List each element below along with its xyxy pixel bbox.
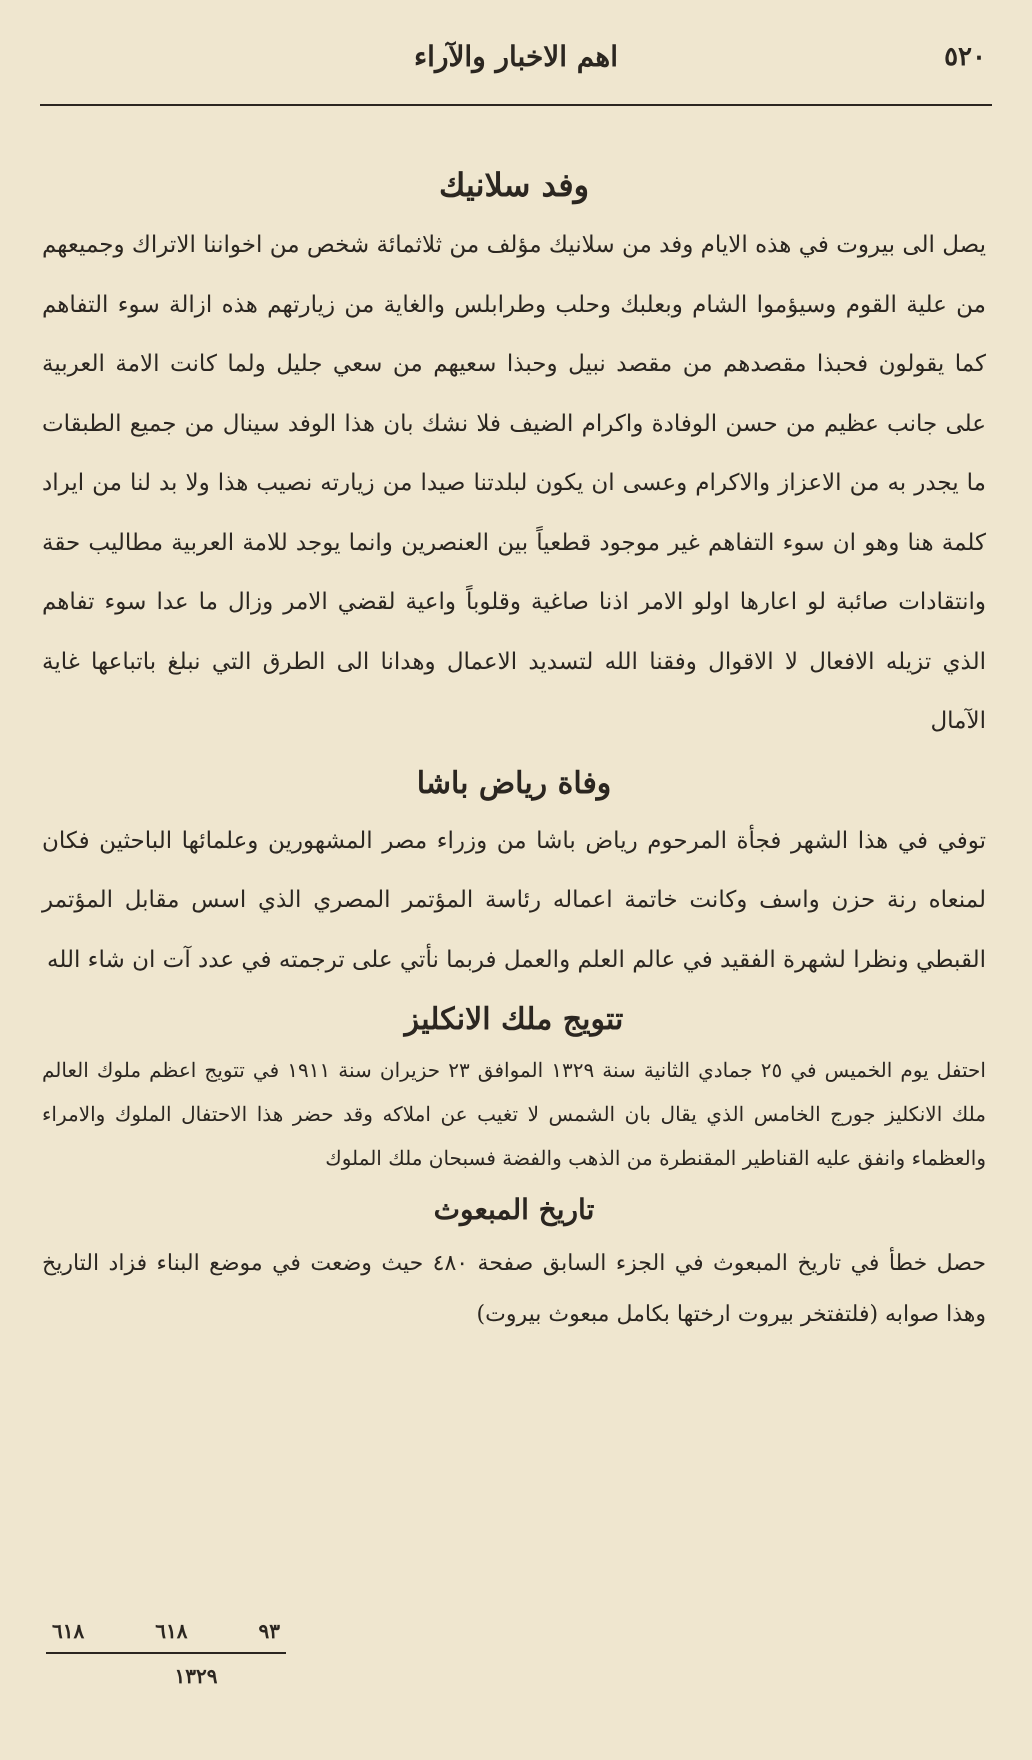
chronogram-value: ٩٣ bbox=[258, 1619, 280, 1643]
chronogram-values bbox=[46, 1618, 286, 1644]
section-title-coronation: تتويج ملك الانكليز bbox=[404, 1002, 624, 1037]
page-header bbox=[46, 36, 986, 76]
running-title: اهم الاخبار والآراء bbox=[414, 40, 618, 73]
section-title-mabouth-date: تاريخ المبعوث bbox=[433, 1193, 595, 1226]
chronogram-value: ٦١٨ bbox=[155, 1619, 188, 1643]
chronogram-year: ١٣٢٩ bbox=[174, 1664, 218, 1688]
section-title-salonika-delegation: وفد سلانيك bbox=[438, 166, 590, 204]
section-body-coronation: احتفل يوم الخميس في ٢٥ جمادي الثانية سنة ١٣٢٩ الموافق ٢٣ حزيران سنة ١٩١١ في تتويج اعظم ملوك العالم ملك الانكليز جورج الخامس الذي يقال بان الشمس لا تغيب عن املاكه وقد حضر هذا الاحتفال الملوك والامراء والعظماء وانفق عليه القناطير المقنطرة من الذهب والفضة فسبحان ملك الملوك bbox=[42, 1058, 986, 1170]
section-title-riyad-pasha-death: وفاة رياض باشا bbox=[416, 765, 612, 801]
article-content bbox=[42, 160, 986, 1340]
section-body-mabouth-date: حصل خطأ في تاريخ المبعوث في الجزء السابق صفحة ٤٨٠ حيث وضعت في موضع البناء فزاد التاريخ وهذا صوابه (فلتفتخر بيروت ارختها بكامل مبعوث بيروت) bbox=[42, 1251, 986, 1327]
chronogram-value: ٦١٨ bbox=[52, 1619, 85, 1643]
page-number: ٥٢٠ bbox=[944, 42, 986, 72]
footnote-rule bbox=[46, 1652, 286, 1654]
section-body-riyad-pasha-death: توفي في هذا الشهر فجأة المرحوم رياض باشا من وزراء مصر المشهورين وعلمائها الباحثين فكان لمنعاه رنة حزن واسف وكانت خاتمة اعماله رئاسة المؤتمر المصري الذي اسس مقابل المؤتمر القبطي ونظرا لشهرة الفقيد في عالم العلم والعمل فربما نأتي على ترجمته في عدد آت ان شاء الله bbox=[42, 827, 986, 973]
header-rule bbox=[40, 104, 992, 106]
section-body-salonika-delegation: يصل الى بيروت في هذه الايام وفد من سلانيك مؤلف من ثلاثمائة شخص من اخواننا الاتراك وجميعهم من علية القوم وسيؤموا الشام وبعلبك وحلب وطرابلس والغاية من زيارتهم هذه ازالة سوء التفاهم كما يقولون فحبذا مقصدهم من مقصد نبيل وحبذا سعيهم من سعي جليل ولما كانت الامة العربية على جانب عظيم من حسن الوفادة واكرام الضيف فلا نشك بان هذا الوفد سينال من جميع الطبقات ما يجدر به من الاعزاز والاكرام وعسى ان يكون لبلدتنا صيدا من زيارته نصيب هذا ولا بد لنا من ايراد كلمة هنا وهو ان سوء التفاهم غير موجود قطعياً بين العنصرين وانما يوجد للامة العربية مطاليب حقة وانتقادات صائبة لو اعارها اولو الامر اذنا صاغية وقلوباً واعية لقضي الامر وزال ما عدا سوء تفاهم الذي تزيله الافعال لا الاقوال وفقنا الله لتسديد الاعمال وهدانا الى الطرق التي نبلغ باتباعها غاية الآمال bbox=[42, 232, 986, 734]
chronogram-footnote bbox=[46, 1618, 286, 1688]
